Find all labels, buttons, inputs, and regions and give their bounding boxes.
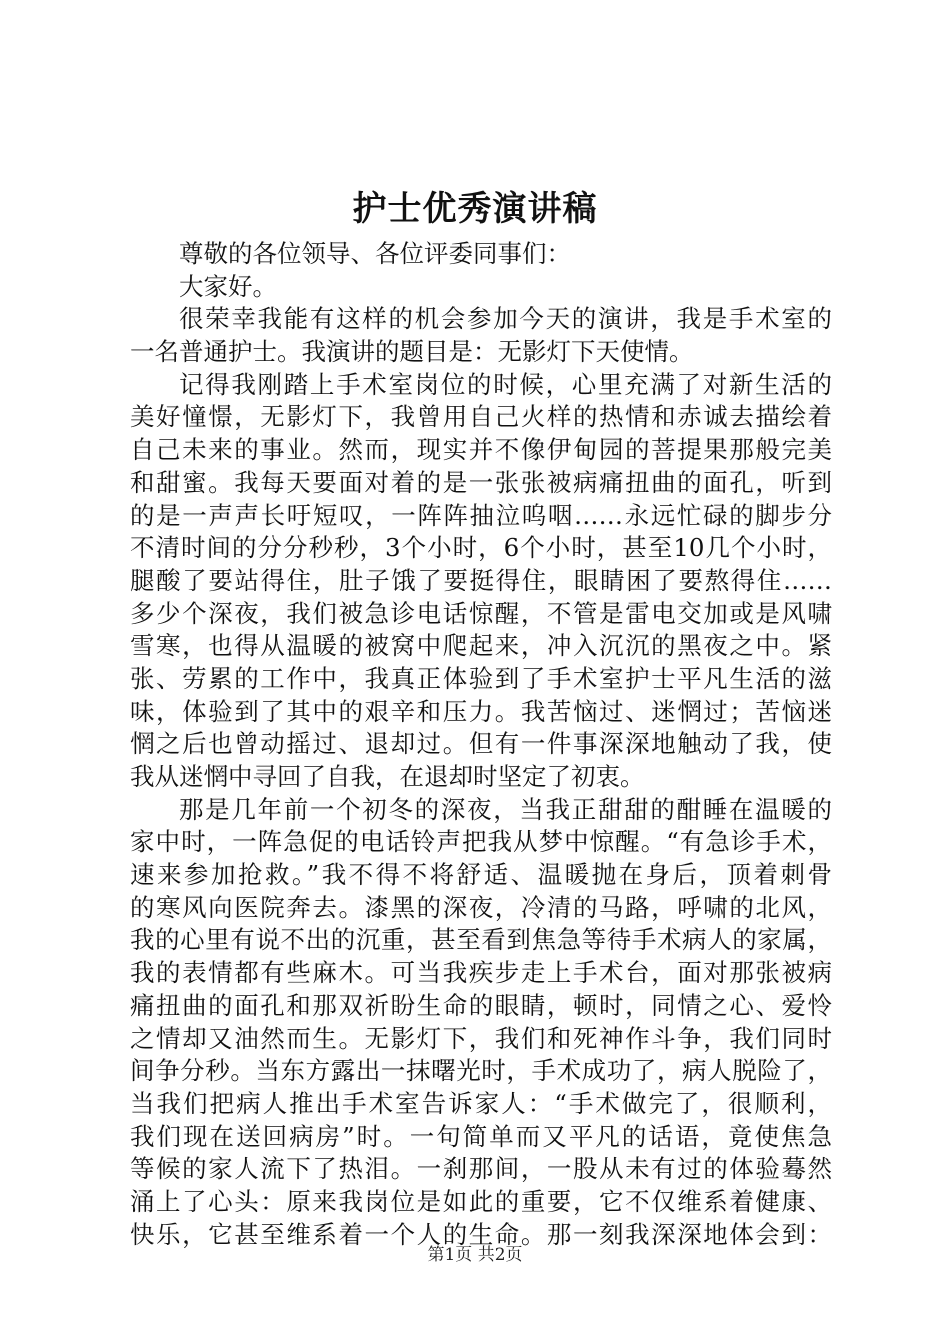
text-line: 快乐，它甚至维系着一个人的生命。那一刻我深深地体会到： <box>130 1219 832 1249</box>
text-line: 痛扭曲的面孔和那双祈盼生命的眼睛，顿时，同情之心、爱怜 <box>130 990 832 1020</box>
text-line: 等候的家人流下了热泪。一刹那间，一股从未有过的体验蓦然 <box>130 1154 832 1184</box>
text-line: 雪寒，也得从温暖的被窝中爬起来，冲入沉沉的黑夜之中。紧 <box>130 631 832 661</box>
text-line: 很荣幸我能有这样的机会参加今天的演讲，我是手术室的 <box>179 304 832 334</box>
text-line: 大家好。 <box>179 271 277 301</box>
text-line: 自己未来的事业。然而，现实并不像伊甸园的菩提果那般完美 <box>130 435 832 465</box>
text-line: 尊敬的各位领导、各位评委同事们： <box>179 239 571 268</box>
text-line: 家中时，一阵急促的电话铃声把我从梦中惊醒。“有急诊手术， <box>130 827 832 857</box>
text-line: 我们现在送回病房”时。一句简单而又平凡的话语，竟使焦急 <box>130 1121 832 1151</box>
text-line: 记得我刚踏上手术室岗位的时候，心里充满了对新生活的 <box>179 369 832 399</box>
text-line: 我的表情都有些麻木。可当我疾步走上手术台，面对那张被病 <box>130 958 832 988</box>
document-title: 护士优秀演讲稿 <box>352 189 598 229</box>
text-line: 我的心里有说不出的沉重，甚至看到焦急等待手术病人的家属， <box>130 925 832 955</box>
text-line: 间争分秒。当东方露出一抹曙光时，手术成功了，病人脱险了， <box>130 1056 832 1086</box>
text-line: 美好憧憬，无影灯下，我曾用自己火样的热情和赤诚去描绘着 <box>130 402 832 432</box>
text-line: 和甜蜜。我每天要面对着的是一张张被病痛扭曲的面孔，听到 <box>130 467 832 497</box>
text-line: 的寒风向医院奔去。漆黑的深夜，冷清的马路，呼啸的北风， <box>130 892 832 922</box>
text-line: 涌上了心头：原来我岗位是如此的重要，它不仅维系着健康、 <box>130 1186 832 1216</box>
text-line: 张、劳累的工作中，我真正体验到了手术室护士平凡生活的滋 <box>130 663 832 693</box>
text-line: 之情却又油然而生。无影灯下，我们和死神作斗争，我们同时 <box>130 1023 832 1053</box>
text-line: 当我们把病人推出手术室告诉家人：“手术做完了，很顺利， <box>130 1088 832 1118</box>
text-line: 惘之后也曾动摇过、退却过。但有一件事深深地触动了我，使 <box>130 729 832 759</box>
text-line: 不清时间的分分秒秒，3个小时，6个小时，甚至10几个小时， <box>130 533 832 563</box>
page-footer: 第1页 共2页 <box>427 1245 523 1265</box>
text-line: 我从迷惘中寻回了自我，在退却时坚定了初衷。 <box>130 762 645 791</box>
text-line: 的是一声声长吁短叹，一阵阵抽泣呜咽……永远忙碌的脚步分 <box>130 500 832 530</box>
text-line: 味，体验到了其中的艰辛和压力。我苦恼过、迷惘过；苦恼迷 <box>130 696 832 726</box>
text-line: 多少个深夜，我们被急诊电话惊醒，不管是雷电交加或是风啸 <box>130 598 832 628</box>
text-line: 那是几年前一个初冬的深夜，当我正甜甜的酣睡在温暖的 <box>179 794 832 824</box>
text-line: 腿酸了要站得住，肚子饿了要挺得住，眼睛困了要熬得住…… <box>130 565 832 595</box>
text-line: 速来参加抢救。”我不得不将舒适、温暖抛在身后，顶着刺骨 <box>130 860 832 890</box>
text-line: 一名普通护士。我演讲的题目是：无影灯下天使情。 <box>130 337 694 367</box>
document-body <box>130 238 832 1251</box>
